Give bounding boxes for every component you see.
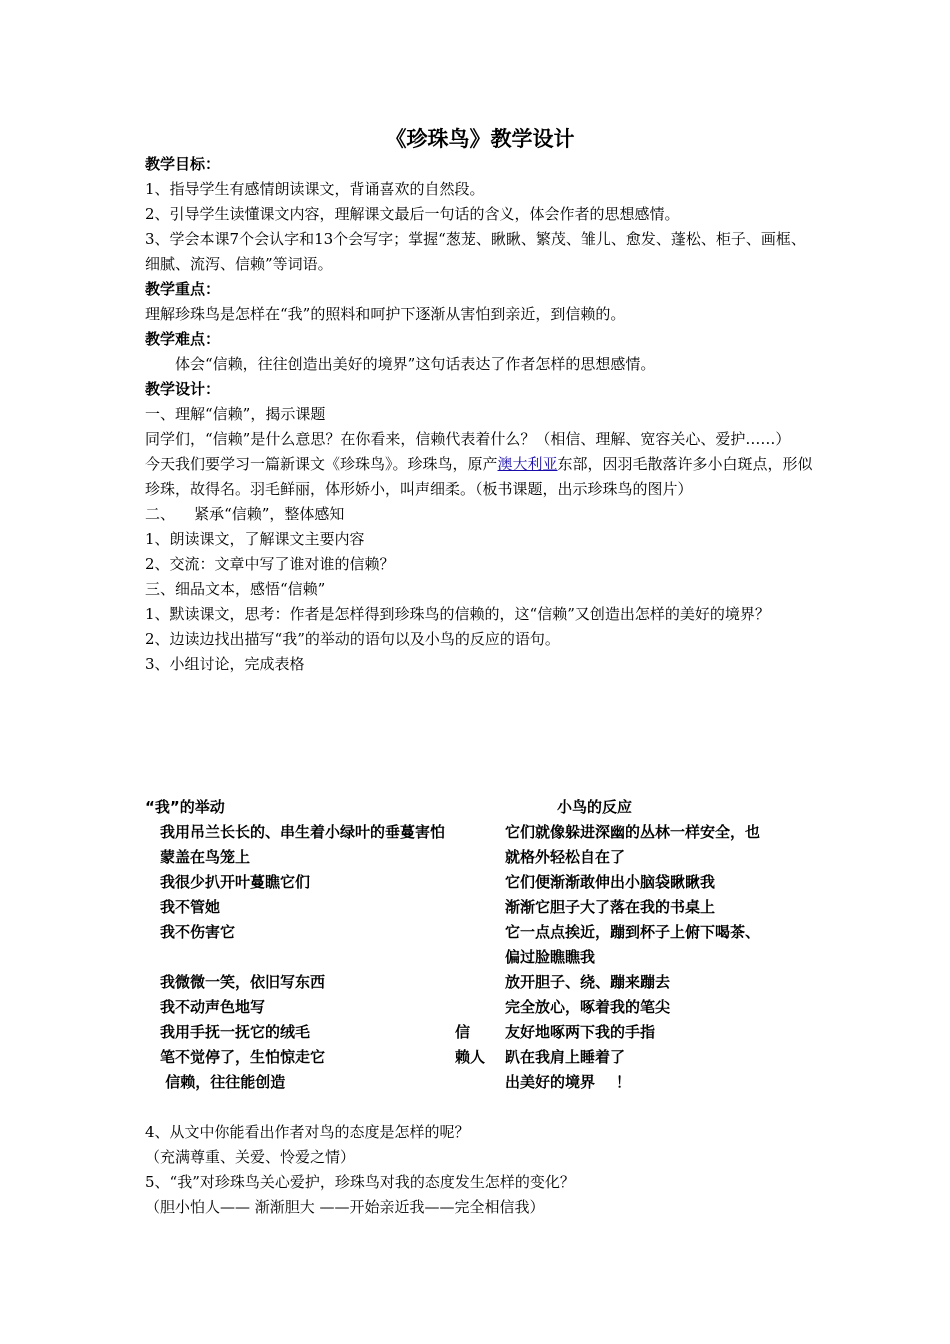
goal-item: 1、指导学生有感情朗读课文，背诵喜欢的自然段。 xyxy=(145,180,485,198)
difficulty-heading: 教学难点： xyxy=(145,330,221,348)
design-heading: 教学设计： xyxy=(145,380,221,398)
action-cell: 我不伤害它 xyxy=(160,923,236,941)
action-cell: 信赖，往往能创造 xyxy=(160,1073,286,1091)
section-3-item: 3、小组讨论，完成表格 xyxy=(145,655,305,673)
table-row xyxy=(145,1070,815,1095)
left-column-header: “我”的举动 xyxy=(145,798,225,816)
reaction-cell: 渐渐它胆子大了落在我的书桌上 xyxy=(505,898,716,916)
reaction-cell: 友好地啄两下我的手指 xyxy=(505,1023,656,1041)
table-row xyxy=(145,820,815,845)
reaction-cell: 趴在我肩上睡着了 xyxy=(505,1048,626,1066)
australia-link[interactable]: 澳大利亚 xyxy=(497,455,558,473)
action-cell: 我用吊兰长长的、串生着小绿叶的垂蔓害怕 xyxy=(160,823,446,841)
right-column-header: 小鸟的反应 xyxy=(557,798,633,816)
table-row xyxy=(145,995,815,1020)
table-row xyxy=(145,1045,815,1070)
section-3-item: 2、边读边找出描写“我”的举动的语句以及小鸟的反应的语句。 xyxy=(145,630,560,648)
reaction-cell: 偏过脸瞧瞧我 xyxy=(505,948,596,966)
reaction-cell: 出美好的境界 ！ xyxy=(505,1073,631,1091)
reaction-cell: 就格外轻松自在了 xyxy=(505,848,626,866)
paragraph-text: 今天我们要学习一篇新课文《珍珠鸟》。珍珠鸟，原产 xyxy=(145,455,498,473)
section-1-paragraph: 同学们，“信赖”是什么意思？在你看来，信赖代表着什么？（相信、理解、宽容关心、爱护……） xyxy=(145,430,791,448)
difficulty-text: 体会“信赖，往往创造出美好的境界”这句话表达了作者怎样的思想感情。 xyxy=(175,355,656,373)
document-title: 《珍珠鸟》教学设计 xyxy=(385,127,575,151)
focus-heading: 教学重点： xyxy=(145,280,221,298)
answer-5: （胆小怕人—— 渐渐胆大 ——开始亲近我——完全相信我） xyxy=(145,1198,545,1216)
answer-4: （充满尊重、关爱、怜爱之情） xyxy=(145,1148,356,1166)
action-cell: 我微微一笑，依旧写东西 xyxy=(160,973,326,991)
table-header-row xyxy=(145,795,815,820)
middle-cell: 信 xyxy=(455,1023,471,1041)
action-cell: 我不管她 xyxy=(160,898,221,916)
section-2-item: 1、朗读课文，了解课文主要内容 xyxy=(145,530,365,548)
table-row xyxy=(145,870,815,895)
section-2-title: 二、 紧承“信赖”，整体感知 xyxy=(145,505,345,523)
table-row xyxy=(145,920,815,945)
middle-cell: 赖人 xyxy=(455,1048,486,1066)
goal-item: 2、引导学生读懂课文内容，理解课文最后一句话的含义，体会作者的思想感情。 xyxy=(145,205,680,223)
section-3-item: 1、默读课文，思考：作者是怎样得到珍珠鸟的信赖的，这“信赖”又创造出怎样的美好的境界？ xyxy=(145,605,770,623)
table-row xyxy=(145,945,815,970)
table-row xyxy=(145,895,815,920)
closing-questions xyxy=(145,1120,815,1220)
table-row xyxy=(145,845,815,870)
question-5: 5、“我”对珍珠鸟关心爱护，珍珠鸟对我的态度发生怎样的变化？ xyxy=(145,1173,575,1191)
document-body xyxy=(145,126,815,677)
reaction-cell: 完全放心，啄着我的笔尖 xyxy=(505,998,671,1016)
action-cell: 笔不觉停了，生怕惊走它 xyxy=(160,1048,326,1066)
goals-heading: 教学目标： xyxy=(145,155,221,173)
action-cell: 我不动声色地写 xyxy=(160,998,266,1016)
section-1-title: 一、理解“信赖”，揭示课题 xyxy=(145,405,326,423)
paragraph-text: 东部，因羽毛散落许多小白斑点，形似珍珠，故得名。羽毛鲜丽，体形娇小，叫声细柔。（板书课题，出示珍珠鸟的图片） xyxy=(145,455,813,498)
table-row xyxy=(145,1020,815,1045)
section-1-paragraph-2 xyxy=(145,452,815,502)
action-cell: 蒙盖在鸟笼上 xyxy=(160,848,251,866)
action-cell: 我用手抚一抚它的绒毛 xyxy=(160,1023,311,1041)
action-cell: 我很少扒开叶蔓瞧它们 xyxy=(160,873,311,891)
reaction-cell: 它们就像躲进深幽的丛林一样安全，也 xyxy=(505,823,761,841)
reaction-cell: 它们便渐渐敢伸出小脑袋瞅瞅我 xyxy=(505,873,716,891)
comparison-table xyxy=(145,795,815,1095)
reaction-cell: 放开胆子、绕、蹦来蹦去 xyxy=(505,973,671,991)
question-4: 4、从文中你能看出作者对鸟的态度是怎样的呢？ xyxy=(145,1123,470,1141)
focus-text: 理解珍珠鸟是怎样在“我”的照料和呵护下逐渐从害怕到亲近，到信赖的。 xyxy=(145,305,626,323)
reaction-cell: 它一点点挨近，蹦到杯子上俯下喝茶、 xyxy=(505,923,761,941)
section-2-item: 2、交流：文章中写了谁对谁的信赖？ xyxy=(145,555,395,573)
section-3-title: 三、细品文本，感悟“信赖” xyxy=(145,580,326,598)
goal-item: 3、学会本课7个会认字和13个会写字；掌握“葱茏、瞅瞅、繁茂、雏儿、愈发、蓬松、柜子、画框、细腻、流泻、信赖”等词语。 xyxy=(145,230,806,273)
table-row xyxy=(145,970,815,995)
